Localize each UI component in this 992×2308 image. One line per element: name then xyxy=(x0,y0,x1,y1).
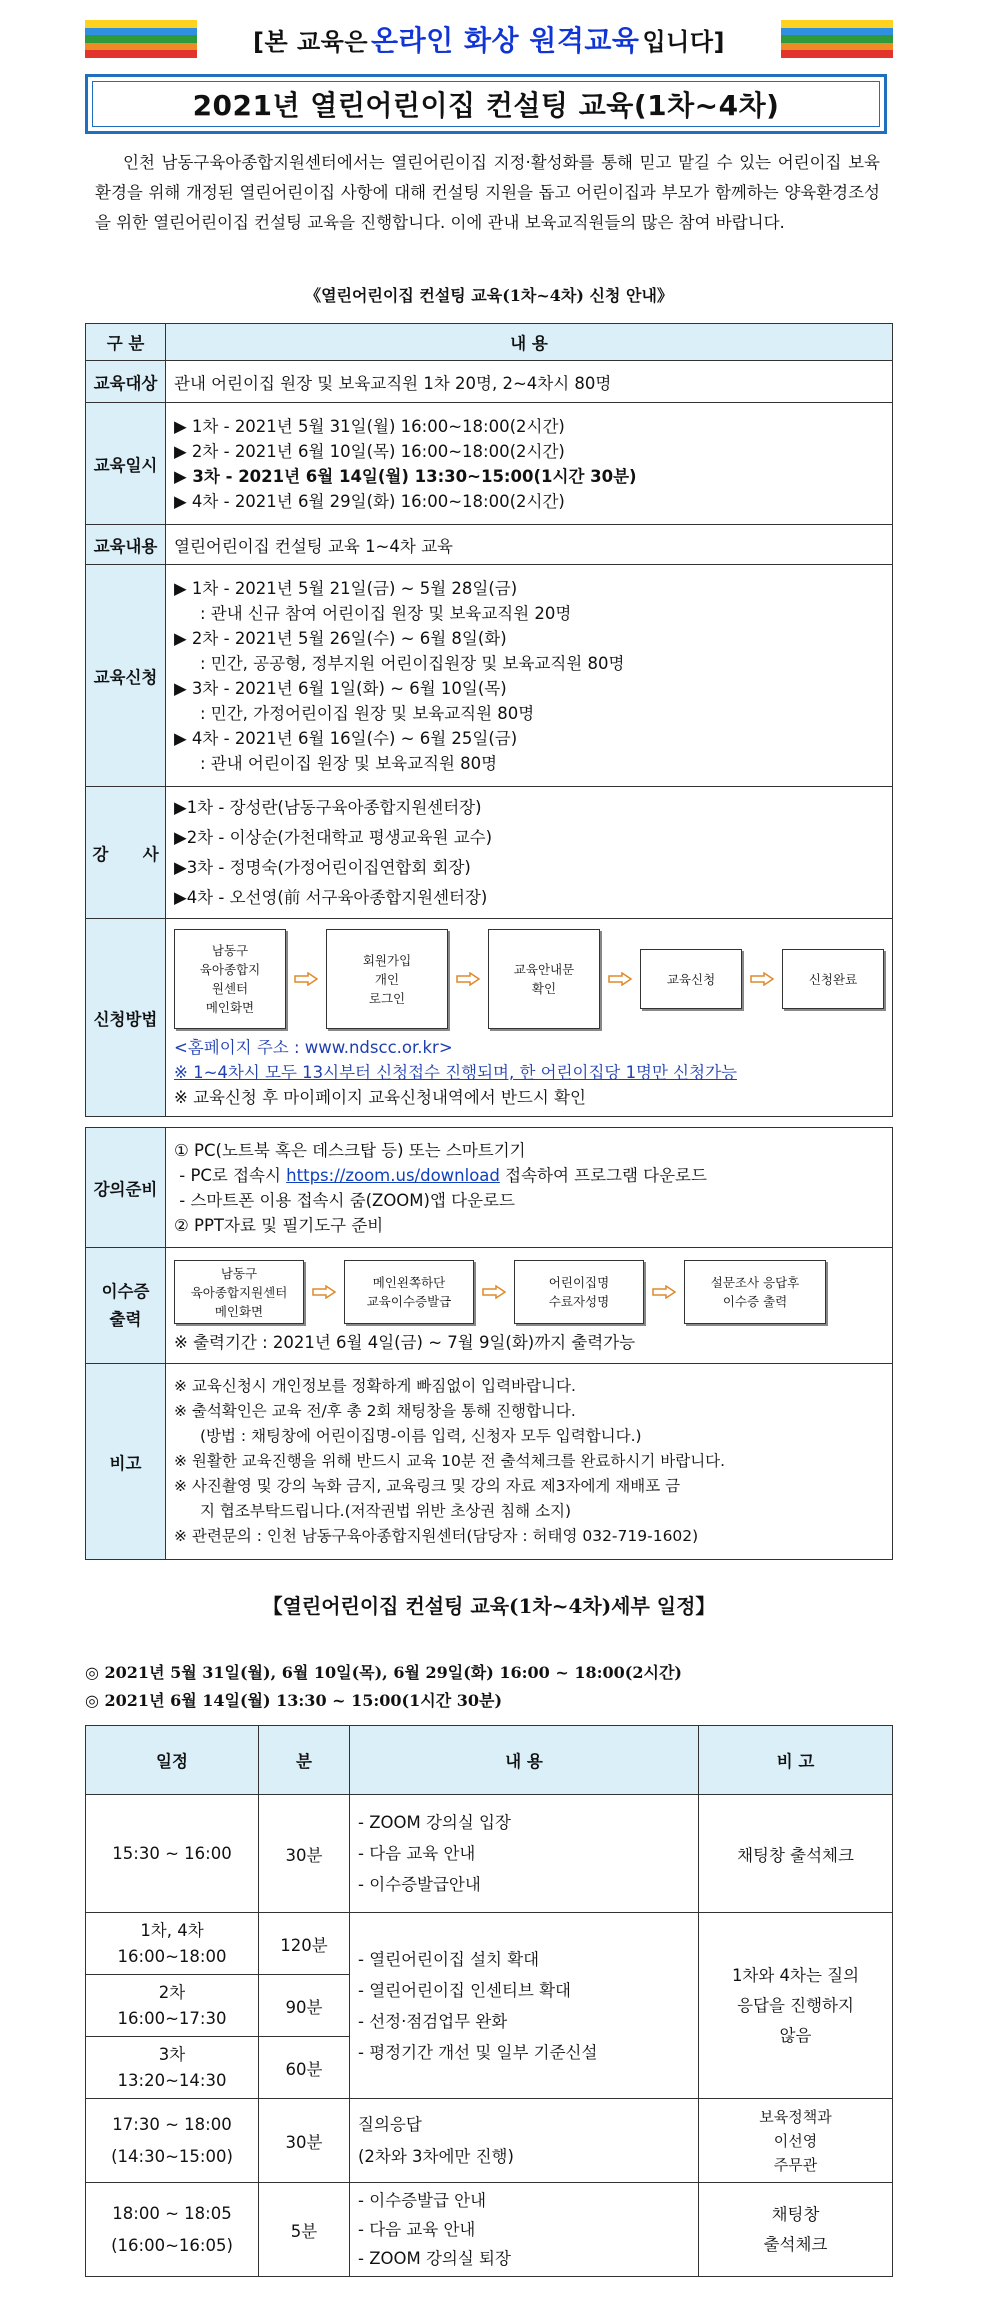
header-category: 구 분 xyxy=(86,324,166,361)
qa-time: 17:30 ~ 18:00 xyxy=(112,2114,232,2134)
flow-step-notice: 교육안내문 확인 xyxy=(488,929,600,1029)
detail-header-note: 비 고 xyxy=(699,1726,893,1795)
closing-note: 채팅창 출석체크 xyxy=(699,2183,893,2277)
qa-min: 30분 xyxy=(259,2099,350,2183)
apply-notice: ※ 1~4차시 모두 13시부터 신청접수 진행되며, 한 어린이집당 1명만 신청가능 xyxy=(174,1063,737,1082)
entry-item-2: - 다음 교육 안내 xyxy=(358,1844,476,1863)
session-note: 1차와 4차는 질의 응답을 진행하지 않음 xyxy=(699,1913,893,2099)
flow-step-main-page: 남동구 육아종합지 원센터 메인화면 xyxy=(174,929,286,1029)
cert-period: ※ 출력기간 : 2021년 6월 4일(금) ~ 7월 9일(화)까지 출력가능 xyxy=(174,1333,636,1352)
prep-line-1: ① PC(노트북 혹은 데스크탑 등) 또는 스마트기기 xyxy=(174,1140,526,1160)
cert-step-survey: 설문조사 응답후 이수증 출력 xyxy=(684,1260,826,1324)
session-item-3: - 선정·점검업무 완화 xyxy=(358,2011,508,2031)
label-method: 신청방법 xyxy=(86,919,166,1117)
qa-note: 보육정책과 이선영 주무관 xyxy=(699,2099,893,2183)
flow-step-complete: 신청완료 xyxy=(782,949,884,1009)
prep-line-3: - 스마트폰 이용 접속시 줌(ZOOM)앱 다운로드 xyxy=(179,1190,515,1210)
schedule-line-2: ▶ 2차 - 2021년 6월 10일(목) 16:00~18:00(2시간) xyxy=(174,441,565,461)
page-title: 2021년 열린어린이집 컨설팅 교육(1차~4차) xyxy=(92,81,880,127)
session-2-time: 16:00~17:30 xyxy=(117,2008,227,2028)
detail-header-row xyxy=(86,1726,893,1795)
header-content: 내 용 xyxy=(166,324,893,361)
session-item-4: - 평정기간 개선 및 일부 기준신설 xyxy=(358,2042,598,2062)
arrow-right-icon xyxy=(474,1285,514,1299)
arrow-right-icon xyxy=(304,1285,344,1299)
intro-paragraph: 인천 남동구육아종합지원센터에서는 열린어린이집 지정·활성화를 통해 믿고 맡길 수 있는 어린이집 보육환경을 위해 개정된 열린어린이집 사항에 대해 컨설팅 지원을 돕고 어린이집과 부모가 함께하는 양육환경조성을 위한 열린어린이집 컨설팅 교육을 진행합니다. 이에 관내 보육교직원들의 많은 참여 바랍니다. xyxy=(95,153,880,232)
label-cert: 이수증 출력 xyxy=(86,1248,166,1364)
label-remarks: 비고 xyxy=(86,1364,166,1560)
cert-step-name: 어린이집명 수료자성명 xyxy=(514,1260,644,1324)
table-gap xyxy=(86,1117,893,1128)
row-prep xyxy=(86,1128,893,1248)
banner-highlight: 온라인 화상 원격교육 xyxy=(371,24,640,57)
label-prep: 강의준비 xyxy=(86,1128,166,1248)
row-content xyxy=(86,525,893,565)
entry-note: 채팅창 출석체크 xyxy=(699,1795,893,1913)
apply-line-6: : 민간, 가정어린이집 원장 및 보육교직원 80명 xyxy=(200,703,535,723)
prep-line-4: ② PPT자료 및 필기도구 준비 xyxy=(174,1215,384,1235)
lecturer-line-1: ▶1차 - 장성란(남동구육아종합지원센터장) xyxy=(174,797,482,817)
content-text: 열린어린이집 컨설팅 교육 1~4차 교육 xyxy=(166,525,893,565)
apply-flow xyxy=(174,929,884,1029)
cert-step-issue: 메인왼쪽하단 교육이수증발급 xyxy=(344,1260,474,1324)
qa-time-alt: (14:30~15:00) xyxy=(111,2146,233,2166)
row-cert xyxy=(86,1248,893,1364)
arrow-right-icon xyxy=(600,972,640,986)
closing-min: 5분 xyxy=(259,2183,350,2277)
remark-line-7: ※ 관련문의 : 인천 남동구육아종합지원센터(담당자 : 허태영 032-719-1602) xyxy=(174,1527,699,1545)
entry-item-3: - 이수증발급안내 xyxy=(358,1875,481,1894)
schedule-summary-2: ◎ 2021년 6월 14일(월) 13:30 ~ 15:00(1시간 30분) xyxy=(85,1691,503,1710)
row-target xyxy=(86,361,893,403)
entry-min: 30분 xyxy=(259,1795,350,1913)
schedule-line-4: ▶ 4차 - 2021년 6월 29일(화) 16:00~18:00(2시간) xyxy=(174,491,565,511)
detail-row-closing xyxy=(86,2183,893,2277)
session-item-1: - 열린어린이집 설치 확대 xyxy=(358,1949,540,1969)
target-text: 관내 어린이집 원장 및 보육교직원 1차 20명, 2~4차시 80명 xyxy=(166,361,893,403)
label-target: 교육대상 xyxy=(86,361,166,403)
session-2-min: 90분 xyxy=(259,1975,350,2037)
schedule-line-1: ▶ 1차 - 2021년 5월 31일(월) 16:00~18:00(2시간) xyxy=(174,416,565,436)
label-apply: 교육신청 xyxy=(86,565,166,787)
remark-line-3: (방법 : 채팅창에 어린이집명-이름 입력, 신청자 모두 입력합니다.) xyxy=(200,1427,642,1445)
remark-line-2: ※ 출석확인은 교육 전/후 총 2회 채팅창을 통해 진행합니다. xyxy=(174,1402,576,1420)
remark-line-6: 지 협조부탁드립니다.(저작권법 위반 초상권 침해 소지) xyxy=(200,1502,572,1520)
arrow-right-icon xyxy=(286,972,326,986)
session-item-2: - 열린어린이집 인센티브 확대 xyxy=(358,1980,571,2000)
closing-time-alt: (16:00~16:05) xyxy=(111,2235,233,2255)
arrow-right-icon xyxy=(742,972,782,986)
flow-step-login: 회원가입 개인 로그인 xyxy=(326,929,448,1029)
detail-header-content: 내 용 xyxy=(350,1726,699,1795)
row-remarks xyxy=(86,1364,893,1560)
detail-title: 【열린어린이집 컨설팅 교육(1차~4차)세부 일정】 xyxy=(262,1594,716,1618)
closing-item-1: - 이수증발급 안내 xyxy=(358,2191,487,2210)
closing-item-2: - 다음 교육 안내 xyxy=(358,2220,476,2239)
closing-time: 18:00 ~ 18:05 xyxy=(112,2203,232,2223)
arrow-right-icon xyxy=(644,1285,684,1299)
apply-line-1: ▶ 1차 - 2021년 5월 21일(금) ~ 5월 28일(금) xyxy=(174,578,518,598)
entry-item-1: - ZOOM 강의실 입장 xyxy=(358,1813,511,1832)
apply-line-4: : 민간, 공공형, 정부지원 어린이집원장 및 보육교직원 80명 xyxy=(200,653,625,673)
apply-line-7: ▶ 4차 - 2021년 6월 16일(수) ~ 6월 25일(금) xyxy=(174,728,518,748)
label-content: 교육내용 xyxy=(86,525,166,565)
closing-item-3: - ZOOM 강의실 퇴장 xyxy=(358,2249,511,2268)
flow-step-apply: 교육신청 xyxy=(640,949,742,1009)
remark-line-5: ※ 사진촬영 및 강의 녹화 금지, 교육링크 및 강의 자료 제3자에게 재배포 금 xyxy=(174,1477,681,1495)
detail-row-qa xyxy=(86,2099,893,2183)
apply-line-3: ▶ 2차 - 2021년 5월 26일(수) ~ 6월 8일(화) xyxy=(174,628,507,648)
banner xyxy=(85,14,893,64)
row-method xyxy=(86,919,893,1117)
banner-text xyxy=(210,20,768,58)
cert-step-main-page: 남동구 육아종합지원센터 메인화면 xyxy=(174,1260,304,1324)
apply-line-2: : 관내 신규 참여 어린이집 원장 및 보육교직원 20명 xyxy=(200,603,572,623)
session-3-label: 3차 xyxy=(158,2044,186,2064)
remark-line-1: ※ 교육신청시 개인정보를 정확하게 빠짐없이 입력바랍니다. xyxy=(174,1377,576,1395)
detail-header-min: 분 xyxy=(259,1726,350,1795)
apply-line-5: ▶ 3차 - 2021년 6월 1일(화) ~ 6월 10일(목) xyxy=(174,678,507,698)
label-schedule: 교육일시 xyxy=(86,403,166,525)
banner-suffix: 입니다] xyxy=(642,27,726,56)
row-schedule xyxy=(86,403,893,525)
banner-stripes-left xyxy=(85,20,197,58)
session-1-label: 1차, 4차 xyxy=(140,1920,204,1940)
lecturer-line-2: ▶2차 - 이상순(가천대학교 평생교육원 교수) xyxy=(174,827,493,847)
banner-prefix: [본 교육은 xyxy=(252,27,369,56)
session-2-label: 2차 xyxy=(158,1982,186,2002)
detail-schedule-table xyxy=(85,1725,893,2277)
detail-row-session-a xyxy=(86,1913,893,1975)
schedule-summary-1: ◎ 2021년 5월 31일(월), 6월 10일(목), 6월 29일(화) 16:00 ~ 18:00(2시간) xyxy=(85,1663,682,1682)
session-1-min: 120분 xyxy=(259,1913,350,1975)
intro-caption: 《열린어린이집 컨설팅 교육(1차~4차) 신청 안내》 xyxy=(305,286,673,305)
detail-header-time: 일정 xyxy=(86,1726,259,1795)
session-1-time: 16:00~18:00 xyxy=(117,1946,227,1966)
remark-line-4: ※ 원활한 교육진행을 위해 반드시 교육 10분 전 출석체크를 완료하시기 바랍니다. xyxy=(174,1452,726,1470)
qa-content: 질의응답 xyxy=(358,2114,422,2134)
entry-time: 15:30 ~ 16:00 xyxy=(86,1795,259,1913)
row-apply xyxy=(86,565,893,787)
session-3-time: 13:20~14:30 xyxy=(117,2070,227,2090)
schedule-line-3: ▶ 3차 - 2021년 6월 14일(월) 13:30~15:00(1시간 30분) xyxy=(174,466,637,486)
homepage-address[interactable]: <홈페이지 주소 : www.ndscc.or.kr> xyxy=(174,1038,453,1057)
session-3-min: 60분 xyxy=(259,2037,350,2099)
detail-row-entry xyxy=(86,1795,893,1913)
label-lecturer: 강 사 xyxy=(86,787,166,919)
lecturer-line-3: ▶3차 - 정명숙(가정어린이집연합회 회장) xyxy=(174,857,471,877)
apply-line-8: : 관내 어린이집 원장 및 보육교직원 80명 xyxy=(200,753,498,773)
arrow-right-icon xyxy=(448,972,488,986)
lecturer-line-4: ▶4차 - 오선영(前 서구육아종합지원센터장) xyxy=(174,887,488,907)
qa-content-note: (2차와 3차에만 진행) xyxy=(358,2146,514,2166)
banner-stripes-right xyxy=(781,20,893,58)
table-header-row xyxy=(86,324,893,361)
title-box xyxy=(85,74,887,134)
apply-check-note: ※ 교육신청 후 마이페이지 교육신청내역에서 반드시 확인 xyxy=(174,1088,586,1107)
cert-flow xyxy=(174,1260,884,1324)
row-lecturer xyxy=(86,787,893,919)
zoom-download-link[interactable]: https://zoom.us/download xyxy=(286,1165,500,1185)
application-info-table xyxy=(85,323,893,1560)
prep-line-2: - PC로 접속시 https://zoom.us/download 접속하여 프로그램 다운로드 xyxy=(179,1165,707,1185)
